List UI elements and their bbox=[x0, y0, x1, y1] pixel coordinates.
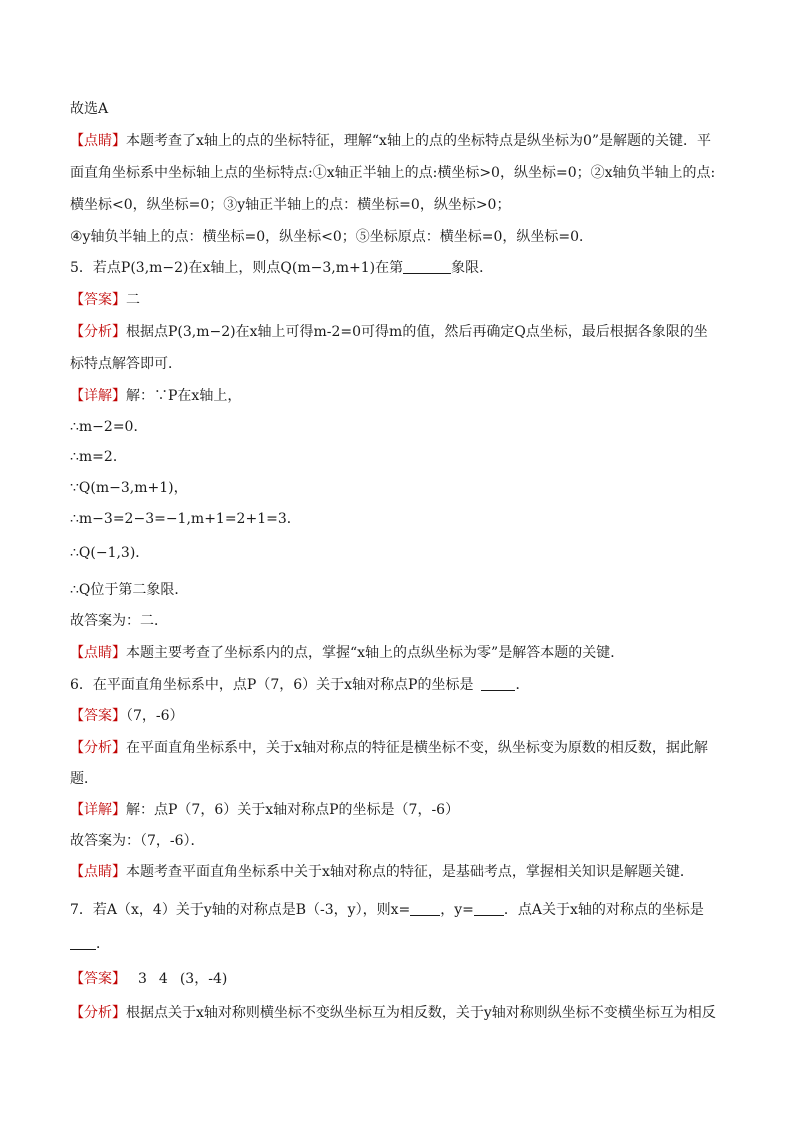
text-line: 故选A bbox=[70, 101, 109, 117]
comment-tag: 【点睛】 bbox=[70, 645, 126, 661]
analysis-tag: 【分析】 bbox=[70, 1005, 126, 1021]
question-6 bbox=[70, 675, 529, 695]
answer-tag: 【答案】 bbox=[70, 971, 126, 987]
question-7 bbox=[70, 900, 704, 920]
comment-line bbox=[70, 131, 711, 151]
answer-tag: 【答案】 bbox=[70, 708, 126, 724]
math-line: ∴Q(−1,3)． bbox=[70, 545, 150, 561]
detail-tag: 【详解】 bbox=[70, 388, 126, 404]
question-text: 7．若A（x，4）关于y轴的对称点是B（-3，y），则x= bbox=[70, 902, 411, 918]
question-text: ． bbox=[515, 677, 530, 693]
analysis-text: 在平面直角坐标系中，关于x轴对称点的特征是横坐标不变，纵坐标变为原数的相反数，据此解 bbox=[126, 740, 708, 756]
detail-line bbox=[70, 800, 459, 820]
analysis-tag: 【分析】 bbox=[70, 740, 126, 756]
text-line: 面直角坐标系中坐标轴上点的坐标特点:①x轴正半轴上的点:横坐标>0，纵坐标=0；②x轴负半轴上的点: bbox=[70, 165, 716, 181]
math-line: ∴m=2． bbox=[70, 449, 127, 465]
answer-tag: 【答案】 bbox=[70, 292, 126, 308]
comment-tag: 【点睛】 bbox=[70, 133, 126, 149]
question-text: ． bbox=[96, 936, 110, 952]
analysis-line bbox=[70, 1003, 716, 1023]
answer-text: （7，-6） bbox=[126, 708, 184, 724]
question-text: 5．若点P(3,m−2)在x轴上，则点Q(m−3,m+1)在第 bbox=[70, 260, 404, 276]
analysis-text: 根据点P(3,m−2)在x轴上可得m-2=0可得m的值，然后再确定Q点坐标，最后根据各象限的坐 bbox=[126, 324, 708, 340]
math-line: ∴m−3=2−3=−1,m+1=2+1=3． bbox=[70, 511, 301, 527]
answer-blank-y bbox=[474, 901, 504, 916]
answer-blank-point bbox=[70, 935, 96, 950]
text-line: 横坐标<0，纵坐标=0；③y轴正半轴上的点：横坐标=0，纵坐标>0； bbox=[70, 197, 511, 213]
text-line: 故答案为：（7，-6）． bbox=[70, 833, 205, 849]
math-line: ∵Q(m−3,m+1)， bbox=[70, 480, 188, 496]
question-5 bbox=[70, 258, 493, 278]
answer-line bbox=[70, 969, 227, 989]
analysis-line bbox=[70, 322, 708, 342]
comment-text: 本题考查了x轴上的点的坐标特征，理解“x轴上的点的坐标特点是纵坐标为0”是解题的关键．平 bbox=[126, 133, 712, 149]
detail-text: 解：∵P在x轴上， bbox=[126, 388, 242, 404]
math-line: ∴m−2=0． bbox=[70, 419, 148, 435]
comment-line bbox=[70, 862, 694, 882]
text-line: 故答案为：二． bbox=[70, 613, 168, 629]
question-text: 6．在平面直角坐标系中，点P（7，6）关于x轴对称点P的坐标是 bbox=[70, 677, 474, 693]
detail-line bbox=[70, 386, 241, 406]
answer-value-point: (3，-4) bbox=[179, 971, 228, 987]
answer-value-x: 3 bbox=[138, 971, 147, 987]
question-text: ，y= bbox=[440, 902, 474, 918]
detail-tag: 【详解】 bbox=[70, 802, 126, 818]
text-line: 题． bbox=[70, 771, 98, 787]
comment-text: 本题考查平面直角坐标系中关于x轴对称点的特征，是基础考点，掌握相关知识是解题关键． bbox=[126, 864, 694, 880]
detail-text: 解：点P（7，6）关于x轴对称点P的坐标是（7，-6） bbox=[126, 802, 460, 818]
answer-blank bbox=[481, 676, 515, 691]
analysis-text: 根据点关于x轴对称则横坐标不变纵坐标互为相反数，关于y轴对称则纵坐标不变横坐标互为相反 bbox=[126, 1005, 716, 1021]
answer-line bbox=[70, 706, 184, 726]
answer-blank bbox=[403, 259, 451, 274]
analysis-tag: 【分析】 bbox=[70, 324, 126, 340]
answer-line bbox=[70, 290, 140, 310]
analysis-line bbox=[70, 738, 708, 758]
comment-text: 本题主要考查了坐标系内的点，掌握“x轴上的点纵坐标为零”是解答本题的关键． bbox=[126, 645, 625, 661]
question-text: ．点A关于x轴的对称点的坐标是 bbox=[503, 902, 704, 918]
math-line: ∴Q位于第二象限． bbox=[70, 582, 189, 598]
answer-text: 二 bbox=[126, 292, 140, 308]
text-line: 标特点解答即可． bbox=[70, 356, 182, 372]
question-7-cont bbox=[70, 934, 110, 954]
comment-line bbox=[70, 643, 624, 663]
text-line: ④y轴负半轴上的点：横坐标=0，纵坐标<0；⑤坐标原点：横坐标=0，纵坐标=0． bbox=[70, 229, 594, 245]
answer-value-y: 4 bbox=[158, 971, 168, 987]
comment-tag: 【点睛】 bbox=[70, 864, 126, 880]
question-text: 象限． bbox=[451, 260, 494, 276]
answer-blank-x bbox=[410, 901, 440, 916]
